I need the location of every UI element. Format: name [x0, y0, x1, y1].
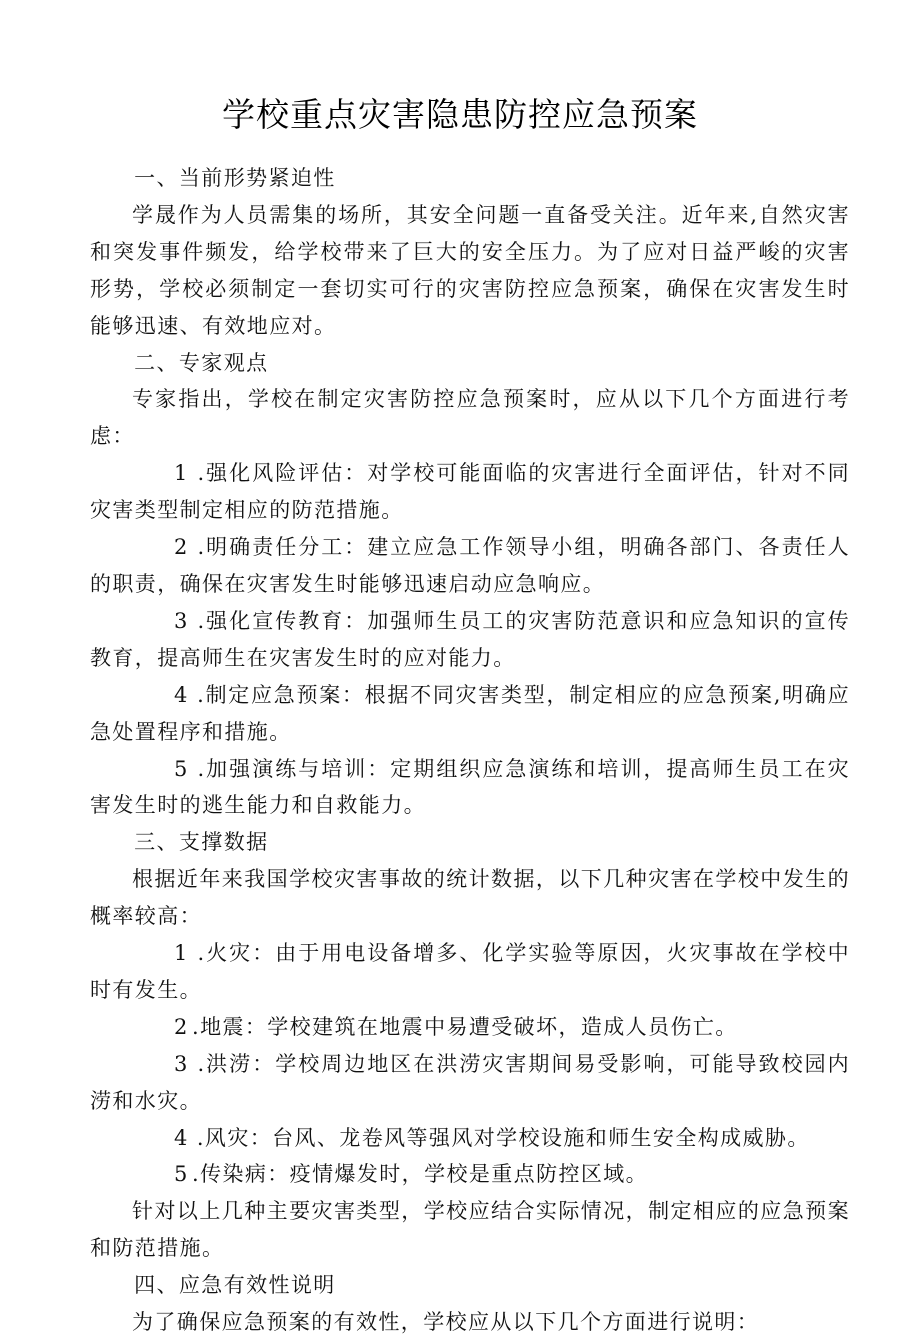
section3-intro: 根据近年来我国学校灾害事故的统计数据，以下几种灾害在学校中发生的概率较高：	[90, 867, 850, 929]
list-item-text: .地震：学校建筑在地震中易遭受破坏，造成人员伤亡。	[192, 1014, 738, 1039]
section3-heading: 三、支撑数据	[134, 830, 269, 855]
list-item-text: .明确责任分工：建立应急工作领导小组，明确各部门、各责任人的职责，确保在灾害发生时能够迅速启动应急响应。	[90, 535, 850, 596]
section4-intro: 为了确保应急预案的有效性，学校应从以下几个方面进行说明：	[132, 1310, 760, 1335]
list-item	[90, 935, 850, 1009]
list-item	[90, 1046, 850, 1120]
list-item-number: 1	[174, 461, 189, 486]
section2-intro: 专家指出，学校在制定灾害防控应急预案时，应从以下几个方面进行考虑：	[90, 387, 850, 449]
list-item-number: 2	[174, 535, 189, 560]
list-item-number: 4	[174, 682, 189, 707]
list-item-text: .强化风险评估：对学校可能面临的灾害进行全面评估，针对不同灾害类型制定相应的防范措施。	[90, 461, 850, 523]
document-title: 学校重点灾害隐患防控应急预案	[222, 95, 698, 134]
list-item-number: 3	[174, 1051, 189, 1076]
list-item	[90, 603, 850, 677]
list-item	[90, 1009, 850, 1046]
section2-heading: 二、专家观点	[134, 350, 269, 375]
list-item-number: 5	[174, 1162, 189, 1187]
list-item	[90, 1120, 850, 1157]
list-item-text: .风灾：台风、龙卷风等强风对学校设施和师生安全构成威胁。	[196, 1125, 810, 1150]
list-item	[90, 529, 850, 603]
list-item-number: 3	[174, 608, 189, 633]
list-item-text: .传染病：疫情爆发时，学校是重点防控区域。	[192, 1162, 649, 1187]
list-item-text: .火灾：由于用电设备增多、化学实验等原因，火灾事故在学校中时有发生。	[90, 941, 850, 1002]
section1-heading: 一、当前形势紧迫性	[134, 166, 336, 190]
list-item-number: 1	[174, 941, 189, 966]
list-item	[90, 677, 850, 751]
list-item-number: 5	[174, 756, 189, 781]
section1-paragraph: 学晟作为人员需集的场所，其安全问题一直备受关注。近年来,自然灾害和突发事件频发，给学校带来了巨大的安全压力。为了应对日益严峻的灾害形势，学校必须制定一套切实可行的灾害防控应急预案，确保在灾害发生时能够迅速、有效地应对。	[90, 202, 850, 338]
list-item	[90, 751, 850, 825]
section3-conclusion: 针对以上几种主要灾害类型，学校应结合实际情况，制定相应的应急预案和防范措施。	[90, 1199, 850, 1261]
list-item-text: .加强演练与培训：定期组织应急演练和培训，提高师生员工在灾害发生时的逃生能力和自救能力。	[90, 756, 850, 818]
list-item-number: 2	[174, 1014, 189, 1039]
document-body	[90, 160, 850, 1341]
list-item-text: .洪涝：学校周边地区在洪涝灾害期间易受影响，可能导致校园内涝和水灾。	[90, 1051, 850, 1113]
list-item-text: .强化宣传教育：加强师生员工的灾害防范意识和应急知识的宣传教育，提高师生在灾害发生时的应对能力。	[90, 608, 850, 670]
list-item	[90, 1156, 850, 1193]
section4-heading: 四、应急有效性说明	[134, 1273, 336, 1298]
list-item	[90, 455, 850, 529]
list-item-number: 4	[174, 1125, 189, 1150]
list-item-text: .制定应急预案：根据不同灾害类型，制定相应的应急预案,明确应急处置程序和措施。	[90, 682, 850, 744]
